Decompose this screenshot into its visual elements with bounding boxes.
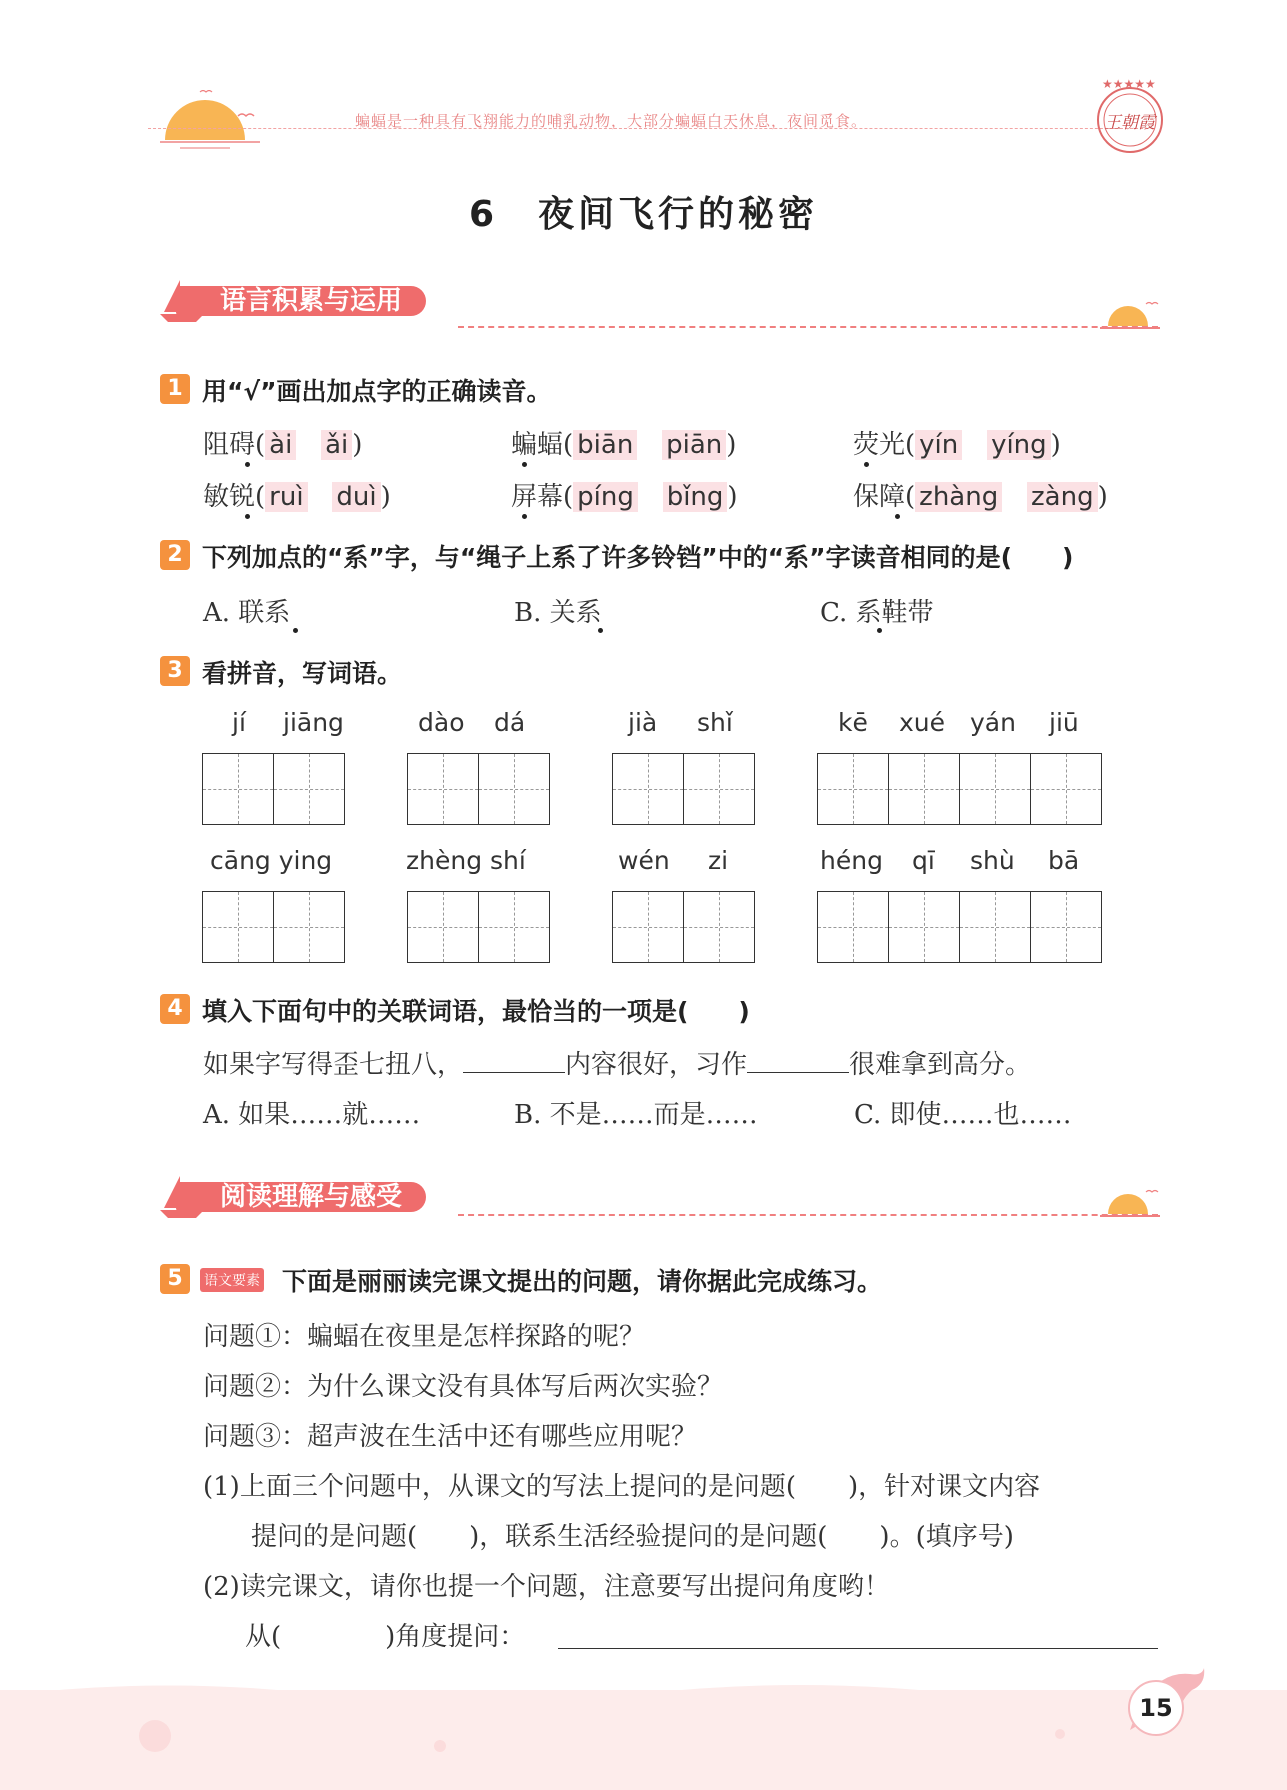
stamp-text: 王朝霞 — [1104, 113, 1155, 133]
q5-sub1-line1: (1)上面三个问题中，从课文的写法上提问的是问题( )，针对课文内容 — [203, 1472, 1041, 1502]
q1-item-word: 屏幕 — [511, 482, 564, 512]
writing-grid[interactable] — [817, 753, 1102, 825]
q5-question-3: 问题③：超声波在生活中还有哪些应用呢？ — [203, 1422, 698, 1452]
question-tag: 语文要素 — [200, 1268, 264, 1292]
pinyin-label: yán — [970, 708, 1016, 737]
footer-wave — [0, 1690, 1287, 1790]
question-number-3: 3 — [160, 656, 190, 686]
pinyin-label: jiū — [1049, 708, 1079, 737]
q1-item-2 — [511, 424, 736, 461]
section-divider-1 — [458, 326, 1158, 328]
paren-open: ( — [905, 482, 916, 512]
q5-sub1-line2: 提问的是问题( )，联系生活经验提问的是问题( )。(填序号) — [251, 1522, 1014, 1552]
question-text-3: 看拼音，写词语。 — [202, 659, 403, 688]
emphasis-dot — [522, 514, 527, 519]
sentence-part: 如果字写得歪七扭八， — [203, 1050, 464, 1080]
pinyin-label: wén — [618, 846, 670, 875]
q1-item-6 — [853, 476, 1108, 513]
pinyin-label: dá — [494, 708, 526, 737]
q1-item-4 — [203, 476, 391, 513]
q4-sentence — [203, 1044, 1031, 1081]
q1-item-5 — [511, 476, 738, 513]
q5-sub2-answer: 从( )角度提问： — [245, 1622, 526, 1652]
pinyin-option[interactable]: yín — [915, 430, 962, 460]
paren-close: ) — [1050, 430, 1061, 460]
pinyin-option[interactable]: zàng — [1027, 482, 1098, 512]
section-divider-2 — [458, 1214, 1158, 1216]
answer-blank[interactable] — [463, 1046, 565, 1073]
q4-option-c[interactable]: C. 即使……也…… — [854, 1100, 1072, 1130]
writing-grid[interactable] — [202, 753, 345, 825]
pinyin-label: héng — [820, 846, 883, 875]
question-text-5: 下面是丽丽读完课文提出的问题，请你据此完成练习。 — [282, 1267, 883, 1296]
pinyin-label: jí — [232, 708, 246, 737]
page-title: 6 夜间飞行的秘密 — [468, 194, 819, 235]
pinyin-label: shù — [970, 846, 1015, 875]
header-quote: 蝙蝠是一种具有飞翔能力的哺乳动物，大部分蝙蝠白天休息，夜间觅食。 — [355, 112, 868, 130]
emphasis-dot — [245, 462, 250, 467]
paren-open: ( — [563, 482, 574, 512]
answer-blank[interactable] — [747, 1046, 849, 1073]
section-title-1: 语言积累与运用 — [176, 286, 426, 316]
pinyin-label: xué — [899, 708, 946, 737]
question-number-5: 5 — [160, 1264, 190, 1294]
paren-open: ( — [255, 482, 266, 512]
paren-close: ) — [380, 482, 391, 512]
pinyin-option[interactable]: ruì — [265, 482, 307, 512]
q1-item-word: 阻碍 — [203, 430, 256, 460]
q5-question-1: 问题①：蝙蝠在夜里是怎样探路的呢？ — [203, 1322, 646, 1352]
section-title-2: 阅读理解与感受 — [176, 1182, 426, 1212]
writing-grid[interactable] — [407, 753, 550, 825]
q1-item-1 — [203, 424, 362, 461]
writing-grid[interactable] — [202, 891, 345, 963]
pinyin-option[interactable]: bǐng — [663, 482, 728, 512]
pinyin-label: cāng ying — [210, 846, 333, 875]
paren-open: ( — [255, 430, 266, 460]
svg-text:★★★★★: ★★★★★ — [1102, 78, 1156, 91]
q5-sub2: (2)读完课文，请你也提一个问题，注意要写出提问角度哟！ — [203, 1572, 890, 1602]
answer-line[interactable] — [558, 1648, 1158, 1649]
pinyin-label: zhèng shí — [406, 846, 526, 875]
q1-item-word: 荧光 — [853, 430, 906, 460]
q1-item-word: 蝙蝠 — [511, 430, 564, 460]
pinyin-option[interactable]: yíng — [987, 430, 1051, 460]
paren-close: ) — [352, 430, 363, 460]
q1-item-word: 敏锐 — [203, 482, 256, 512]
stamp-logo — [1090, 78, 1170, 162]
pinyin-option[interactable]: ài — [265, 430, 296, 460]
paren-open: ( — [905, 430, 916, 460]
pinyin-option[interactable]: zhàng — [915, 482, 1002, 512]
pinyin-option[interactable]: píng — [573, 482, 638, 512]
writing-grid[interactable] — [612, 891, 755, 963]
pinyin-label: zi — [708, 846, 729, 875]
paren-close: ) — [726, 430, 737, 460]
pinyin-label: qī — [912, 846, 935, 875]
q1-item-word: 保障 — [853, 482, 906, 512]
pinyin-option[interactable]: duì — [332, 482, 380, 512]
q1-item-3 — [853, 424, 1061, 461]
emphasis-dot — [522, 462, 527, 467]
sentence-part: 很难拿到高分。 — [849, 1050, 1032, 1080]
page-number: 15 — [1128, 1680, 1184, 1736]
pinyin-option[interactable]: ǎi — [321, 430, 352, 460]
pinyin-label: bā — [1048, 846, 1080, 875]
emphasis-dot — [245, 514, 250, 519]
q2-option-b[interactable]: B. 关系 — [514, 598, 602, 628]
paren-close: ) — [727, 482, 738, 512]
emphasis-dot — [864, 462, 869, 467]
header-sun-icon — [160, 90, 300, 154]
emphasis-dot — [598, 628, 603, 633]
paren-close: ) — [1097, 482, 1108, 512]
writing-grid[interactable] — [817, 891, 1102, 963]
pinyin-label: jiāng — [283, 708, 344, 737]
emphasis-dot — [895, 514, 900, 519]
pinyin-option[interactable]: piān — [662, 430, 726, 460]
question-number-1: 1 — [160, 374, 190, 404]
q4-option-a[interactable]: A. 如果……就…… — [203, 1100, 421, 1130]
sunset-icon — [1100, 1186, 1160, 1224]
question-number-4: 4 — [160, 994, 190, 1024]
pinyin-label: jià — [628, 708, 658, 737]
writing-grid[interactable] — [612, 753, 755, 825]
q4-option-b[interactable]: B. 不是……而是…… — [514, 1100, 758, 1130]
question-text-1: 用“√”画出加点字的正确读音。 — [202, 377, 552, 406]
question-text-2: 下列加点的“系”字，与“绳子上系了许多铃铛”中的“系”字读音相同的是( ) — [202, 543, 1074, 572]
question-number-2: 2 — [160, 540, 190, 570]
pinyin-label: shǐ — [697, 708, 733, 737]
sentence-part: 内容很好，习作 — [565, 1050, 748, 1080]
emphasis-dot — [293, 628, 298, 633]
pinyin-label: dào — [418, 708, 465, 737]
q2-option-c[interactable]: C. 系鞋带 — [820, 598, 934, 628]
pinyin-label: kē — [838, 708, 868, 737]
sunset-icon — [1100, 298, 1160, 336]
paren-open: ( — [563, 430, 574, 460]
q2-option-a[interactable]: A. 联系 — [203, 598, 291, 628]
pinyin-option[interactable]: biān — [573, 430, 637, 460]
emphasis-dot — [877, 628, 882, 633]
question-text-4: 填入下面句中的关联词语，最恰当的一项是( ) — [202, 997, 750, 1026]
q5-question-2: 问题②：为什么课文没有具体写后两次实验？ — [203, 1372, 724, 1402]
writing-grid[interactable] — [407, 891, 550, 963]
